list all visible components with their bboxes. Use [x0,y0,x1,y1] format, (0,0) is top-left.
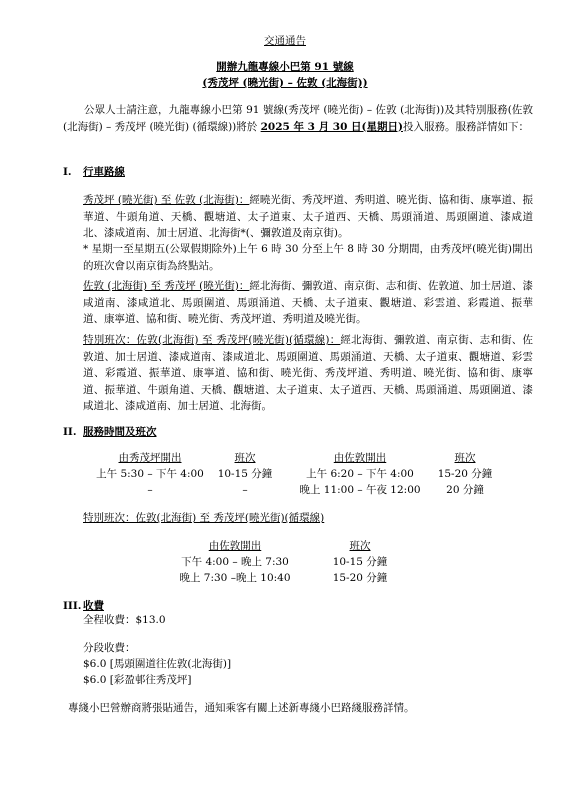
notice-title-line1: 開辦九龍專線小巴第 91 號線 [216,61,354,73]
section3-number: III. [63,600,82,612]
section3-title: 收費 [83,600,104,612]
intro-text-before: 公眾人士請注意，九龍專線小巴第 91 號線(秀茂坪 (曉光街) – 佐敦 (北海街))及其特別服務(佐敦 (北海街) – 秀茂坪 (曉光街) (循環線))將於 [63,104,533,133]
table2-header-col1: 由佐敦開出 [208,540,262,552]
section1-number: I. [63,166,72,178]
section-fare-label: 分段收費： [83,642,136,654]
intro-paragraph [63,102,533,135]
special-service-title: 特別班次：佐敦(北海街) 至 秀茂坪(曉光街)(循環線) [83,512,325,524]
intro-service-date: 2025 年 3 月 30 日(星期日) [260,120,403,133]
route1-note: * 星期一至星期五(公眾假期除外)上午 6 時 30 分至上午 8 時 30 分期間，由秀茂坪(曉光街)開出的班次會以南京街為終點站。 [83,243,533,272]
section1-title: 行車路線 [83,166,125,178]
table1-header-col2: 班次 [234,452,256,464]
table2-cell: 下午 4:00 – 晚上 7:30 [181,556,289,568]
route2-paragraph [83,278,533,328]
table1-header-col3: 由佐敦開出 [333,452,387,464]
section-fare-item: $6.0 [馬頭圍道往佐敦(北海街)] [83,658,232,670]
route3-lead: 特別班次：佐敦(北海街) 至 秀茂坪(曉光街)(循環線)： [83,334,341,346]
table1-header-col4: 班次 [454,452,476,464]
route1-lead: 秀茂坪 (曉光街) 至 佐敦 (北海街)： [83,194,250,206]
route1-text: 經曉光街、秀茂坪道、秀明道、曉光街、協和街、康寧道、振華道、牛頭角道、天橋、觀塘道、太子道東、太子道西、天橋、馬頭涌道、馬頭圍道、漆咸道北、漆咸道南、加士居道、北海街*(、彌敦道及南京街)。 [83,194,533,239]
table1-cell: – [242,484,248,496]
section2-number: II. [63,426,77,438]
footer-note: 專綫小巴營辦商將張貼通告，通知乘客有關上述新專綫小巴路綫服務詳情。 [68,702,415,714]
table2-header-col2: 班次 [349,540,371,552]
table1-header-col1: 由秀茂坪開出 [118,452,182,464]
table1-cell: 上午 5:30 – 下午 4:00 [96,468,204,480]
route1-paragraph [83,192,533,242]
section2-title: 服務時間及班次 [83,426,157,438]
table1-cell: 10-15 分鐘 [217,468,273,480]
table1-cell: – [147,484,153,496]
table1-cell: 20 分鐘 [446,484,484,496]
table1-cell: 晚上 11:00 – 午夜 12:00 [299,484,421,496]
notice-heading: 交通通告 [264,35,306,47]
section-fare-item: $6.0 [彩盈邨往秀茂坪] [83,674,192,686]
route3-text: 經北海街、彌敦道、南京街、志和街、佐敦道、加士居道、漆咸道南、漆咸道北、馬頭圍道、馬頭涌道、天橋、太子道東、觀塘道、彩雲道、彩霞道、振華道、康寧道、協和街、曉光街、秀茂坪道、秀明道、曉光街、協和街、康寧道、振華道、牛頭角道、天橋、觀塘道、太子道東、太子道西、天橋、馬頭涌道、馬頭圍道、漆咸道北、漆咸道南、加士居道、北海街。 [83,334,533,412]
full-fare: 全程收費：$13.0 [83,614,166,626]
table2-cell: 15-20 分鐘 [332,572,388,584]
route2-text: 經北海街、彌敦道、南京街、志和街、佐敦道、加士居道、漆咸道南、漆咸道北、馬頭圍道、馬頭涌道、天橋、太子道東、觀塘道、彩雲道、彩霞道、振華道、康寧道、協和街、曉光街、秀茂坪道、秀明道及曉光街。 [83,280,533,325]
intro-text-after: 投入服務。服務詳情如下： [402,120,529,133]
table2-cell: 10-15 分鐘 [332,556,388,568]
table1-cell: 15-20 分鐘 [437,468,493,480]
table2-cell: 晚上 7:30 –晚上 10:40 [179,572,291,584]
table1-cell: 上午 6:20 – 下午 4:00 [306,468,414,480]
route2-lead: 佐敦 (北海街) 至 秀茂坪 (曉光街)： [83,280,250,292]
notice-title-line2: (秀茂坪 (曉光街) – 佐敦 (北海街)) [202,77,368,89]
route3-paragraph [83,332,533,415]
